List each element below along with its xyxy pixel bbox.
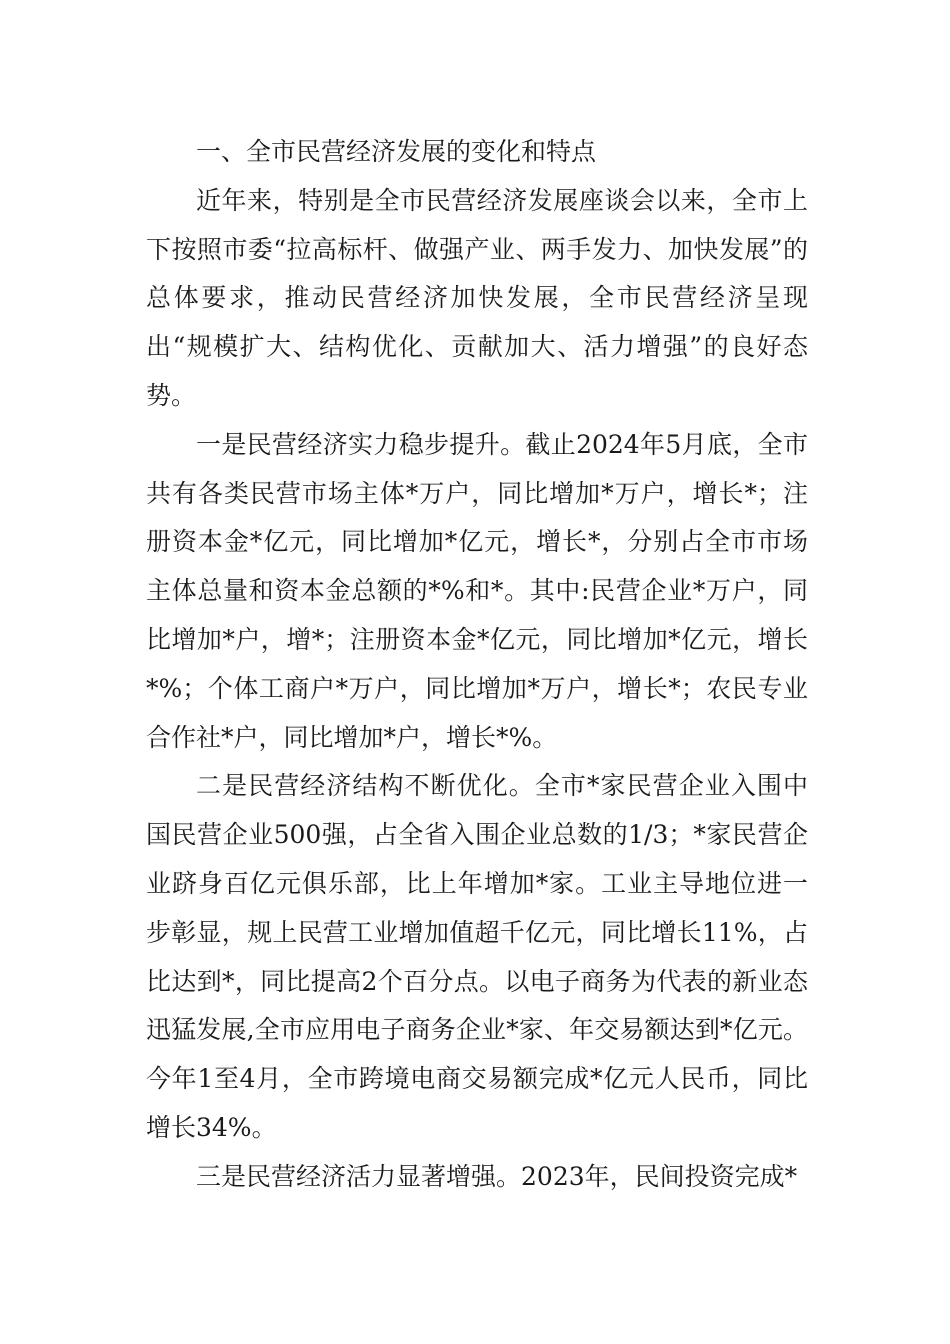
section-heading: 一、全市民营经济发展的变化和特点 bbox=[196, 137, 597, 166]
paragraph-vitality: 三是民营经济活力显著增强。2023年，民间投资完成* bbox=[196, 1161, 798, 1191]
intro-paragraph: 近年来，特别是全市民营经济发展座谈会以来，全市上下按照市委“拉高标杆、做强产业、两手发力、加快发展”的总体要求，推动民营经济加快发展，全市民营经济呈现出“规模扩大、结构优化、贡献加大、活力增强”的良好态势。 bbox=[146, 185, 808, 410]
document-body bbox=[146, 128, 808, 1202]
paragraph-strength: 一是民营经济实力稳步提升。截止2024年5月底，全市共有各类民营市场主体*万户，同比增加*万户，增长*；注册资本金*亿元，同比增加*亿元，增长*，分别占全市市场主体总量和资本金总额的*%和*。其中:民营企业*万户，同比增加*户，增*；注册资本金*亿元，同比增加*亿元，增长*%；个体工商户*万户，同比增加*万户，增长*；农民专业合作社*户，同比增加*户，增长*%。 bbox=[146, 429, 808, 752]
paragraph-structure: 二是民营经济结构不断优化。全市*家民营企业入围中国民营企业500强，占全省入围企业总数的1/3；*家民营企业跻身百亿元俱乐部，比上年增加*家。工业主导地位进一步彰显，规上民营工业增加值超千亿元，同比增长11%，占比达到*，同比提高2个百分点。以电子商务为代表的新业态迅猛发展,全市应用电子商务企业*家、年交易额达到*亿元。今年1至4月，全市跨境电商交易额完成*亿元人民币，同比增长34%。 bbox=[146, 771, 808, 1142]
